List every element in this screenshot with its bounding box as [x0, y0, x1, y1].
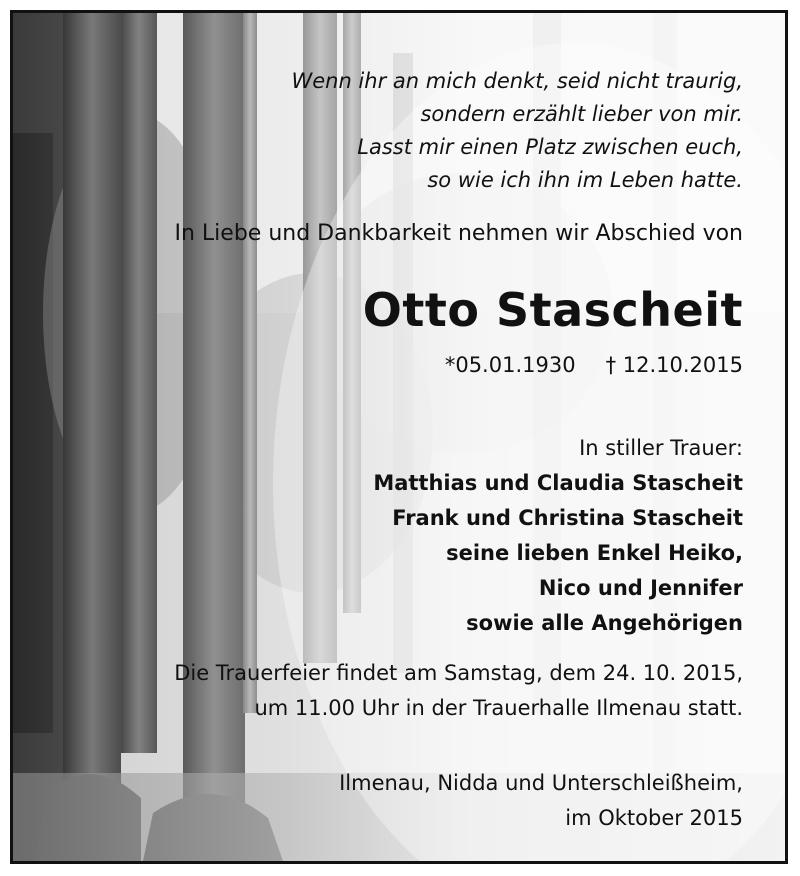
- mourner-line: sowie alle Angehörigen: [466, 611, 743, 635]
- funeral-notice: [174, 656, 743, 726]
- poem-line: Lasst mir einen Platz zwischen euch,: [357, 135, 743, 159]
- poem-line: so wie ich ihn im Leben hatte.: [427, 168, 743, 192]
- place-and-date: [339, 766, 743, 836]
- obituary-frame: [10, 10, 788, 864]
- mourner-line: Frank und Christina Stascheit: [392, 506, 743, 530]
- mourner-line: Matthias und Claudia Stascheit: [373, 471, 743, 495]
- poem-line: Wenn ihr an mich denkt, seid nicht traurig,: [291, 69, 743, 93]
- mourning-heading: In stiller Trauer:: [579, 436, 743, 460]
- mourner-line: Nico und Jennifer: [538, 576, 743, 600]
- funeral-line: Die Trauerfeier findet am Samstag, dem 24. 10. 2015,: [174, 661, 743, 685]
- place-line: Ilmenau, Nidda und Unterschleißheim,: [339, 771, 743, 795]
- farewell-intro: In Liebe und Dankbarkeit nehmen wir Abschied von: [174, 221, 743, 246]
- deceased-name: Otto Stascheit: [362, 283, 743, 337]
- poem-verse: [291, 65, 743, 197]
- poem-line: sondern erzählt lieber von mir.: [420, 102, 743, 126]
- life-dates: [445, 353, 743, 377]
- mourner-line: seine lieben Enkel Heiko,: [446, 541, 743, 565]
- mourners-block: [373, 431, 743, 641]
- funeral-line: um 11.00 Uhr in der Trauerhalle Ilmenau statt.: [254, 696, 743, 720]
- birth-date: *05.01.1930: [444, 353, 576, 377]
- date-line: im Oktober 2015: [565, 806, 743, 830]
- death-date: † 12.10.2015: [605, 353, 743, 377]
